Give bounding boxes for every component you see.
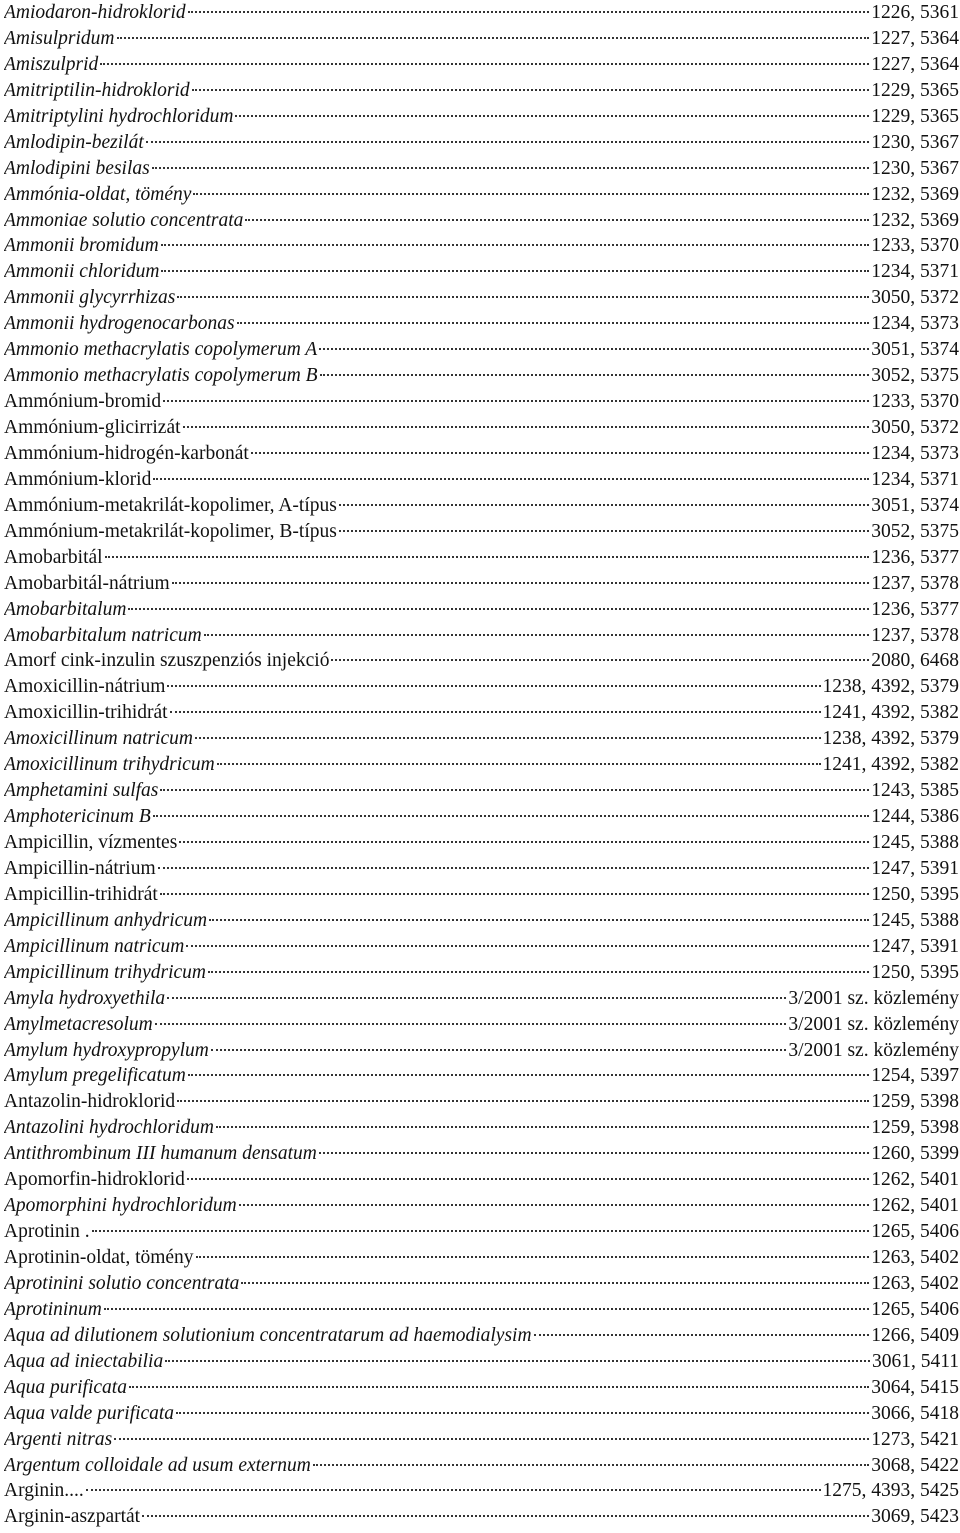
entry-name: Amyla hydroxyethila [4, 987, 166, 1009]
dot-leader [161, 270, 869, 272]
entry-name: Amiszulprid [4, 53, 99, 75]
dot-leader [237, 322, 870, 324]
entry-page-ref: 1238, 4392, 5379 [822, 728, 959, 750]
entry-name: Amoxicillinum trihydricum [4, 754, 215, 776]
index-entry [4, 1012, 959, 1038]
dot-leader [176, 1412, 869, 1414]
index-entry [4, 1167, 959, 1193]
dot-leader [216, 1126, 869, 1128]
entry-name: Ammónium-metakrilát-kopolimer, A-típus [4, 494, 337, 516]
entry-name: Aprotininum [4, 1298, 102, 1320]
dot-leader [153, 815, 869, 817]
entry-page-ref: 1247, 5391 [871, 857, 959, 879]
entry-page-ref: 1243, 5385 [871, 780, 959, 802]
entry-name: Ammonii chloridum [4, 261, 160, 283]
entry-name: Ammónium-klorid [4, 468, 152, 490]
index-entry [4, 1375, 959, 1401]
index-entry [4, 337, 959, 363]
index-entry [4, 1219, 959, 1245]
entry-page-ref: 3/2001 sz. közlemény [788, 987, 959, 1009]
index-entry [4, 1349, 959, 1375]
dot-leader [188, 11, 870, 13]
entry-name: Amitriptylini hydrochloridum [4, 105, 234, 127]
entry-page-ref: 1230, 5367 [871, 131, 959, 153]
index-entry [4, 182, 959, 208]
dot-leader [339, 530, 869, 532]
index-entry [4, 545, 959, 571]
entry-name: Antazolini hydrochloridum [4, 1117, 214, 1139]
entry-name: Aqua valde purificata [4, 1402, 175, 1424]
entry-page-ref: 3061, 5411 [871, 1350, 959, 1372]
entry-page-ref: 1237, 5378 [871, 624, 959, 646]
entry-page-ref: 1263, 5402 [871, 1247, 959, 1268]
entry-name: Amoxicillin-nátrium [4, 676, 166, 698]
entry-page-ref: 1275, 4393, 5425 [822, 1480, 959, 1502]
index-entry [4, 908, 959, 934]
dot-leader [86, 1489, 821, 1491]
dot-leader [211, 1049, 787, 1051]
entry-name: Argentum colloidale ad usum externum [4, 1454, 311, 1476]
entry-name: Ampicillinum anhydricum [4, 909, 208, 931]
index-entry [4, 1089, 959, 1115]
dot-leader [192, 89, 870, 91]
entry-page-ref: 1260, 5399 [871, 1143, 959, 1165]
entry-page-ref: 3066, 5418 [871, 1402, 959, 1424]
entry-name: Ammoniae solutio concentrata [4, 209, 244, 231]
entry-page-ref: 1229, 5365 [871, 79, 959, 101]
index-entry [4, 1297, 959, 1323]
dot-leader [204, 634, 870, 636]
index-entry [4, 1063, 959, 1089]
entry-name: Amylum hydroxypropylum [4, 1039, 209, 1061]
index-entry [4, 856, 959, 882]
entry-name: Antazolin-hidroklorid [4, 1091, 176, 1113]
index-entry [4, 571, 959, 597]
dot-leader [177, 296, 869, 298]
index-entry [4, 804, 959, 830]
entry-page-ref: 1236, 5377 [871, 598, 959, 620]
dot-leader [208, 971, 869, 973]
dot-leader [177, 1100, 869, 1102]
index-entry [4, 52, 959, 78]
entry-page-ref: 1234, 5371 [871, 468, 959, 490]
entry-name: Aqua ad iniectabilia [4, 1350, 164, 1372]
index-entry [4, 311, 959, 337]
dot-leader [163, 400, 869, 402]
dot-leader [100, 63, 869, 65]
index-entry [4, 986, 959, 1012]
entry-name: Ammonio methacrylatis copolymerum A [4, 339, 318, 361]
entry-page-ref: 1234, 5373 [871, 442, 959, 464]
index-entry [4, 259, 959, 285]
index-entry [4, 934, 959, 960]
dot-leader [114, 1438, 869, 1440]
entry-page-ref: 1250, 5395 [871, 961, 959, 983]
entry-page-ref: 1232, 5369 [871, 209, 959, 231]
entry-page-ref: 3069, 5423 [871, 1506, 959, 1528]
index-entry [4, 1115, 959, 1141]
entry-page-ref: 3/2001 sz. közlemény [788, 1039, 959, 1061]
dot-leader [235, 115, 869, 117]
dot-leader [129, 1386, 869, 1388]
index-entry [4, 1245, 959, 1271]
dot-leader [117, 37, 870, 39]
entry-name: Antithrombinum III humanum densatum [4, 1143, 317, 1165]
dot-leader [239, 1204, 870, 1206]
entry-page-ref: 1259, 5398 [871, 1117, 959, 1139]
entry-page-ref: 1227, 5364 [871, 53, 959, 75]
entry-page-ref: 2080, 6468 [871, 650, 959, 672]
index-entry [4, 130, 959, 156]
entry-name: Amphotericinum B [4, 806, 151, 828]
dot-leader [167, 685, 820, 687]
entry-page-ref: 3051, 5374 [871, 494, 959, 516]
entry-page-ref: 1262, 5401 [871, 1169, 959, 1191]
index-entry [4, 78, 959, 104]
entry-name: Ampicillinum trihydricum [4, 961, 207, 983]
entry-name: Arginin-aszpartát [4, 1506, 141, 1528]
entry-name: Aqua ad dilutionem solutionium concentratarum ad haemodialysim [4, 1324, 532, 1346]
dot-leader [241, 1282, 869, 1284]
index-entry [4, 752, 959, 778]
index-entry [4, 0, 959, 26]
entry-page-ref: 1230, 5367 [871, 157, 959, 179]
dot-leader [209, 919, 869, 921]
entry-name: Ampicillin-nátrium [4, 857, 156, 879]
entry-page-ref: 1245, 5388 [871, 909, 959, 931]
index-entry [4, 1271, 959, 1297]
entry-page-ref: 1254, 5397 [871, 1065, 959, 1087]
dot-leader [187, 1178, 869, 1180]
entry-page-ref: 1263, 5402 [871, 1272, 959, 1294]
index-entry [4, 1453, 959, 1479]
index-entry [4, 1478, 959, 1504]
entry-page-ref: 1236, 5377 [871, 546, 959, 568]
dot-leader [167, 997, 786, 999]
entry-name: Amlodipini besilas [4, 157, 150, 179]
index-entry [4, 882, 959, 908]
index-entry [4, 467, 959, 493]
entry-page-ref: 1262, 5401 [871, 1195, 959, 1217]
entry-page-ref: 1237, 5378 [871, 572, 959, 594]
entry-name: Amlodipin-bezilát [4, 131, 144, 153]
dot-leader [319, 1152, 869, 1154]
index-entry [4, 778, 959, 804]
entry-page-ref: 3051, 5374 [871, 339, 959, 361]
index-entry [4, 233, 959, 259]
entry-page-ref: 1259, 5398 [871, 1091, 959, 1113]
dot-leader [195, 737, 820, 739]
dot-leader [153, 478, 869, 480]
entry-name: Amobarbitál [4, 546, 103, 568]
entry-name: Ammónium-glicirrizát [4, 417, 181, 438]
entry-page-ref: 1241, 4392, 5382 [822, 702, 959, 724]
entry-page-ref: 1234, 5371 [871, 261, 959, 283]
entry-page-ref: 3050, 5372 [871, 417, 959, 438]
entry-page-ref: 3050, 5372 [871, 287, 959, 309]
dot-leader [186, 945, 869, 947]
entry-name: Apomorphini hydrochloridum [4, 1195, 237, 1217]
entry-page-ref: 1229, 5365 [871, 105, 959, 127]
index-entry [4, 674, 959, 700]
entry-name: Ammonio methacrylatis copolymerum B [4, 365, 318, 387]
dot-leader [196, 1256, 870, 1258]
index-entry [4, 960, 959, 986]
entry-name: Ammónium-bromid [4, 391, 162, 413]
entry-page-ref: 1273, 5421 [871, 1428, 959, 1450]
entry-name: Ammónia-oldat, tömény [4, 183, 192, 205]
dot-leader [160, 893, 869, 895]
dot-leader [245, 219, 869, 221]
entry-page-ref: 3068, 5422 [871, 1454, 959, 1476]
entry-page-ref: 1266, 5409 [871, 1324, 959, 1346]
index-entry [4, 519, 959, 545]
dot-leader [188, 1074, 869, 1076]
entry-page-ref: 1265, 5406 [871, 1298, 959, 1320]
entry-page-ref: 1232, 5369 [871, 183, 959, 205]
index-entry [4, 597, 959, 623]
entry-name: Aqua purificata [4, 1376, 127, 1398]
index-entry [4, 389, 959, 415]
entry-name: Amobarbitál-nátrium [4, 572, 170, 594]
entry-page-ref: 1234, 5373 [871, 313, 959, 335]
entry-name: Amoxicillinum natricum [4, 728, 194, 750]
entry-name: Amobarbitalum [4, 598, 127, 620]
dot-leader [105, 556, 870, 558]
entry-name: Amphetamini sulfas [4, 780, 159, 802]
entry-name: Amobarbitalum natricum [4, 624, 202, 646]
entry-name: Amoxicillin-trihidrát [4, 702, 168, 724]
entry-name: Apomorfin-hidroklorid [4, 1169, 185, 1191]
index-entry [4, 726, 959, 752]
dot-leader [183, 426, 870, 428]
dot-leader [160, 789, 869, 791]
entry-page-ref: 1238, 4392, 5379 [822, 676, 959, 698]
entry-name: Ammónium-metakrilát-kopolimer, B-típus [4, 520, 337, 542]
entry-page-ref: 1247, 5391 [871, 935, 959, 957]
dot-leader [158, 867, 870, 869]
index-entry [4, 1193, 959, 1219]
entry-name: Amisulpridum [4, 27, 115, 49]
entry-name: Aprotinin . [4, 1221, 90, 1243]
dot-leader [339, 504, 869, 506]
dot-leader [92, 1230, 870, 1232]
dot-leader [331, 659, 869, 661]
index-entry [4, 1504, 959, 1530]
dot-leader [172, 582, 870, 584]
index-entry [4, 1038, 959, 1064]
entry-name: Aprotinin-oldat, tömény [4, 1247, 194, 1268]
entry-page-ref: 3052, 5375 [871, 365, 959, 387]
entry-name: Amylmetacresolum [4, 1013, 153, 1035]
index-entry [4, 700, 959, 726]
entry-page-ref: 3/2001 sz. közlemény [788, 1013, 959, 1035]
index-entry [4, 1427, 959, 1453]
entry-page-ref: 1244, 5386 [871, 806, 959, 828]
dot-leader [313, 1464, 869, 1466]
index-list [4, 0, 959, 1530]
index-entry [4, 493, 959, 519]
index-entry [4, 623, 959, 649]
dot-leader [146, 141, 870, 143]
entry-name: Amylum pregelificatum [4, 1065, 186, 1087]
dot-leader [142, 1515, 869, 1517]
entry-name: Amitriptilin-hidroklorid [4, 79, 190, 101]
index-entry [4, 156, 959, 182]
entry-name: Argenti nitras [4, 1428, 113, 1450]
index-entry [4, 648, 959, 674]
dot-leader [534, 1334, 870, 1336]
dot-leader [104, 1308, 869, 1310]
entry-page-ref: 1250, 5395 [871, 883, 959, 905]
entry-name: Ammonii bromidum [4, 235, 159, 257]
index-entry [4, 1323, 959, 1349]
index-entry [4, 1401, 959, 1427]
entry-name: Amorf cink-inzulin szuszpenziós injekció [4, 650, 330, 672]
entry-name: Aprotinini solutio concentrata [4, 1272, 240, 1294]
index-entry [4, 285, 959, 311]
dot-leader [193, 193, 869, 195]
entry-page-ref: 1241, 4392, 5382 [822, 754, 959, 776]
entry-page-ref: 1265, 5406 [871, 1221, 959, 1243]
entry-page-ref: 3052, 5375 [871, 520, 959, 542]
entry-name: Ampicillinum natricum [4, 935, 185, 957]
index-entry [4, 363, 959, 389]
index-entry [4, 830, 959, 856]
dot-leader [217, 763, 821, 765]
dot-leader [128, 608, 869, 610]
index-entry [4, 415, 959, 441]
dot-leader [155, 1023, 787, 1025]
dot-leader [161, 244, 870, 246]
entry-page-ref: 1233, 5370 [871, 391, 959, 413]
entry-name: Ampicillin-trihidrát [4, 883, 158, 905]
entry-page-ref: 1226, 5361 [871, 2, 959, 23]
entry-name: Ammonii hydrogenocarbonas [4, 313, 235, 335]
dot-leader [251, 452, 869, 454]
dot-leader [319, 348, 869, 350]
index-entry [4, 26, 959, 52]
dot-leader [152, 167, 870, 169]
dot-leader [170, 711, 821, 713]
entry-name: Ampicillin, vízmentes [4, 832, 178, 853]
index-entry [4, 104, 959, 130]
dot-leader [179, 841, 869, 843]
entry-page-ref: 1227, 5364 [871, 27, 959, 49]
entry-name: Ammonii glycyrrhizas [4, 287, 176, 309]
index-entry [4, 208, 959, 234]
entry-name: Arginin.... [4, 1480, 84, 1502]
dot-leader [320, 374, 870, 376]
entry-name: Ammónium-hidrogén-karbonát [4, 442, 249, 464]
index-entry [4, 441, 959, 467]
index-entry [4, 1141, 959, 1167]
entry-name: Amiodaron-hidroklorid [4, 2, 186, 23]
entry-page-ref: 3064, 5415 [871, 1376, 959, 1398]
entry-page-ref: 1245, 5388 [871, 832, 959, 853]
entry-page-ref: 1233, 5370 [871, 235, 959, 257]
dot-leader [165, 1360, 870, 1362]
